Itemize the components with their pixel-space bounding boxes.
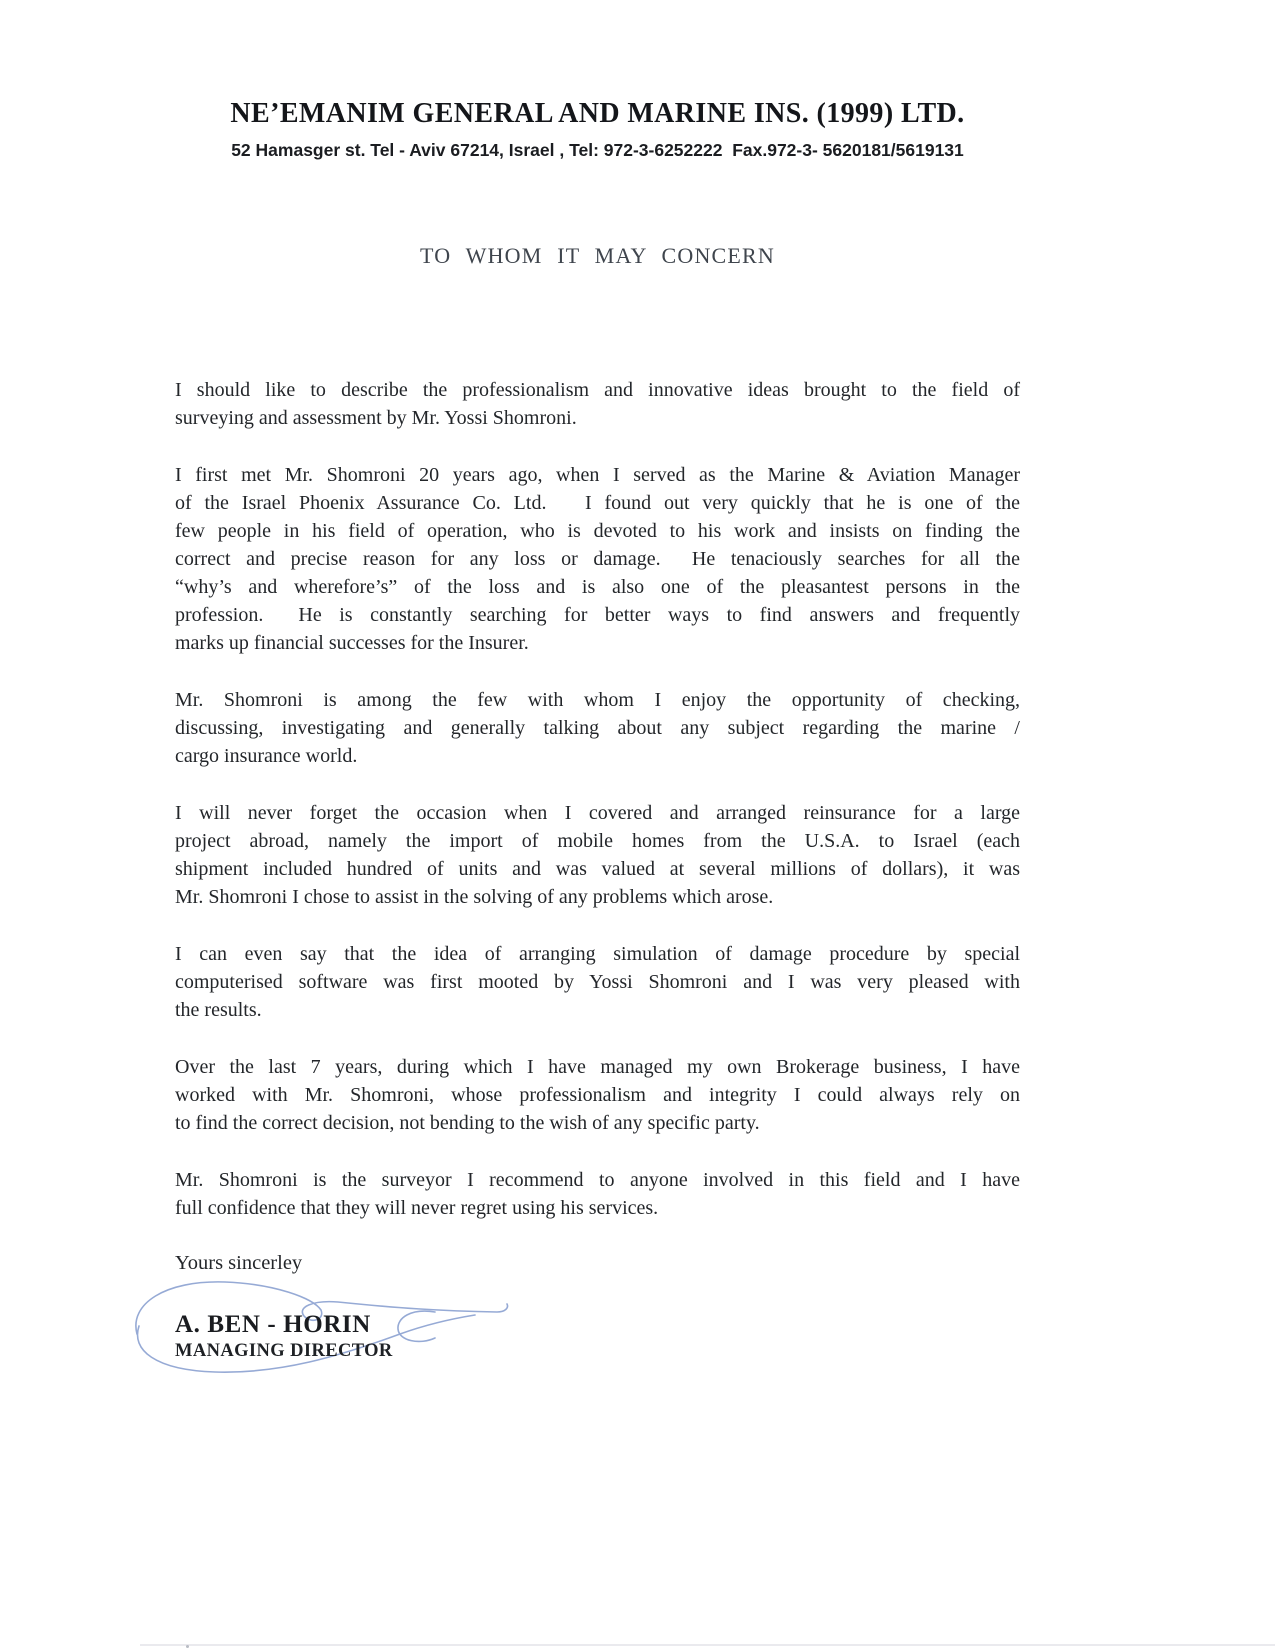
subject-line: TO WHOM IT MAY CONCERN bbox=[419, 243, 776, 268]
body-line: I will never forget the occasion when I covered and arranged reinsurance for a large bbox=[175, 802, 1020, 824]
company-name: NE’EMANIM GENERAL AND MARINE INS. (1999) LTD. bbox=[230, 98, 965, 129]
paragraph bbox=[175, 1053, 1020, 1137]
body-line: I can even say that the idea of arranging simulation of damage procedure by special bbox=[175, 943, 1020, 965]
scan-artifact-speck bbox=[186, 1645, 189, 1648]
closing-salutation: Yours sincerley bbox=[175, 1252, 303, 1274]
body bbox=[175, 376, 1020, 1251]
paragraph bbox=[175, 461, 1020, 657]
paragraph bbox=[175, 940, 1020, 1024]
body-line: few people in his field of operation, who is devoted to his work and insists on finding the bbox=[175, 520, 1020, 542]
body-line: computerised software was first mooted by Yossi Shomroni and I was very pleased with bbox=[175, 971, 1020, 993]
company-address-line: 52 Hamasger st. Tel - Aviv 67214, Israel , Tel: 972-3-6252222 Fax.972-3- 5620181/5619131 bbox=[231, 140, 964, 160]
body-line: Mr. Shomroni is among the few with whom I enjoy the opportunity of checking, bbox=[175, 689, 1020, 711]
body-line: the results. bbox=[175, 999, 262, 1021]
body-line: I first met Mr. Shomroni 20 years ago, when I served as the Marine & Aviation Manager bbox=[175, 464, 1020, 486]
body-line: full confidence that they will never regret using his services. bbox=[175, 1197, 659, 1219]
body-line: Mr. Shomroni I chose to assist in the solving of any problems which arose. bbox=[175, 886, 774, 908]
body-line: of the Israel Phoenix Assurance Co. Ltd. I found out very quickly that he is one of the bbox=[175, 492, 1020, 514]
body-line: worked with Mr. Shomroni, whose professionalism and integrity I could always rely on bbox=[175, 1084, 1020, 1106]
body-line: surveying and assessment by Mr. Yossi Shomroni. bbox=[175, 407, 577, 429]
body-line: Mr. Shomroni is the surveyor I recommend to anyone involved in this field and I have bbox=[175, 1169, 1020, 1191]
signatory-title: MANAGING DIRECTOR bbox=[175, 1341, 393, 1361]
body-line: cargo insurance world. bbox=[175, 745, 358, 767]
body-line: shipment included hundred of units and was valued at several millions of dollars), it was bbox=[175, 858, 1020, 880]
body-line: correct and precise reason for any loss or damage. He tenaciously searches for all the bbox=[175, 548, 1020, 570]
body-line: marks up financial successes for the Insurer. bbox=[175, 632, 529, 654]
paragraph bbox=[175, 1166, 1020, 1222]
paragraph bbox=[175, 686, 1020, 770]
body-line: discussing, investigating and generally talking about any subject regarding the marine / bbox=[175, 717, 1020, 739]
body-line: “why’s and wherefore’s” of the loss and is also one of the pleasantest persons in the bbox=[175, 576, 1020, 598]
scan-artifact-line bbox=[140, 1644, 1275, 1646]
body-line: I should like to describe the professionalism and innovative ideas brought to the field of bbox=[175, 379, 1020, 401]
body-line: profession. He is constantly searching for better ways to find answers and frequently bbox=[175, 604, 1020, 626]
body-line: to find the correct decision, not bending to the wish of any specific party. bbox=[175, 1112, 760, 1134]
paragraph bbox=[175, 799, 1020, 911]
paragraph bbox=[175, 376, 1020, 432]
signatory-name: A. BEN - HORIN bbox=[175, 1311, 371, 1338]
body-line: project abroad, namely the import of mobile homes from the U.S.A. to Israel (each bbox=[175, 830, 1020, 852]
body-line: Over the last 7 years, during which I have managed my own Brokerage business, I have bbox=[175, 1056, 1020, 1078]
